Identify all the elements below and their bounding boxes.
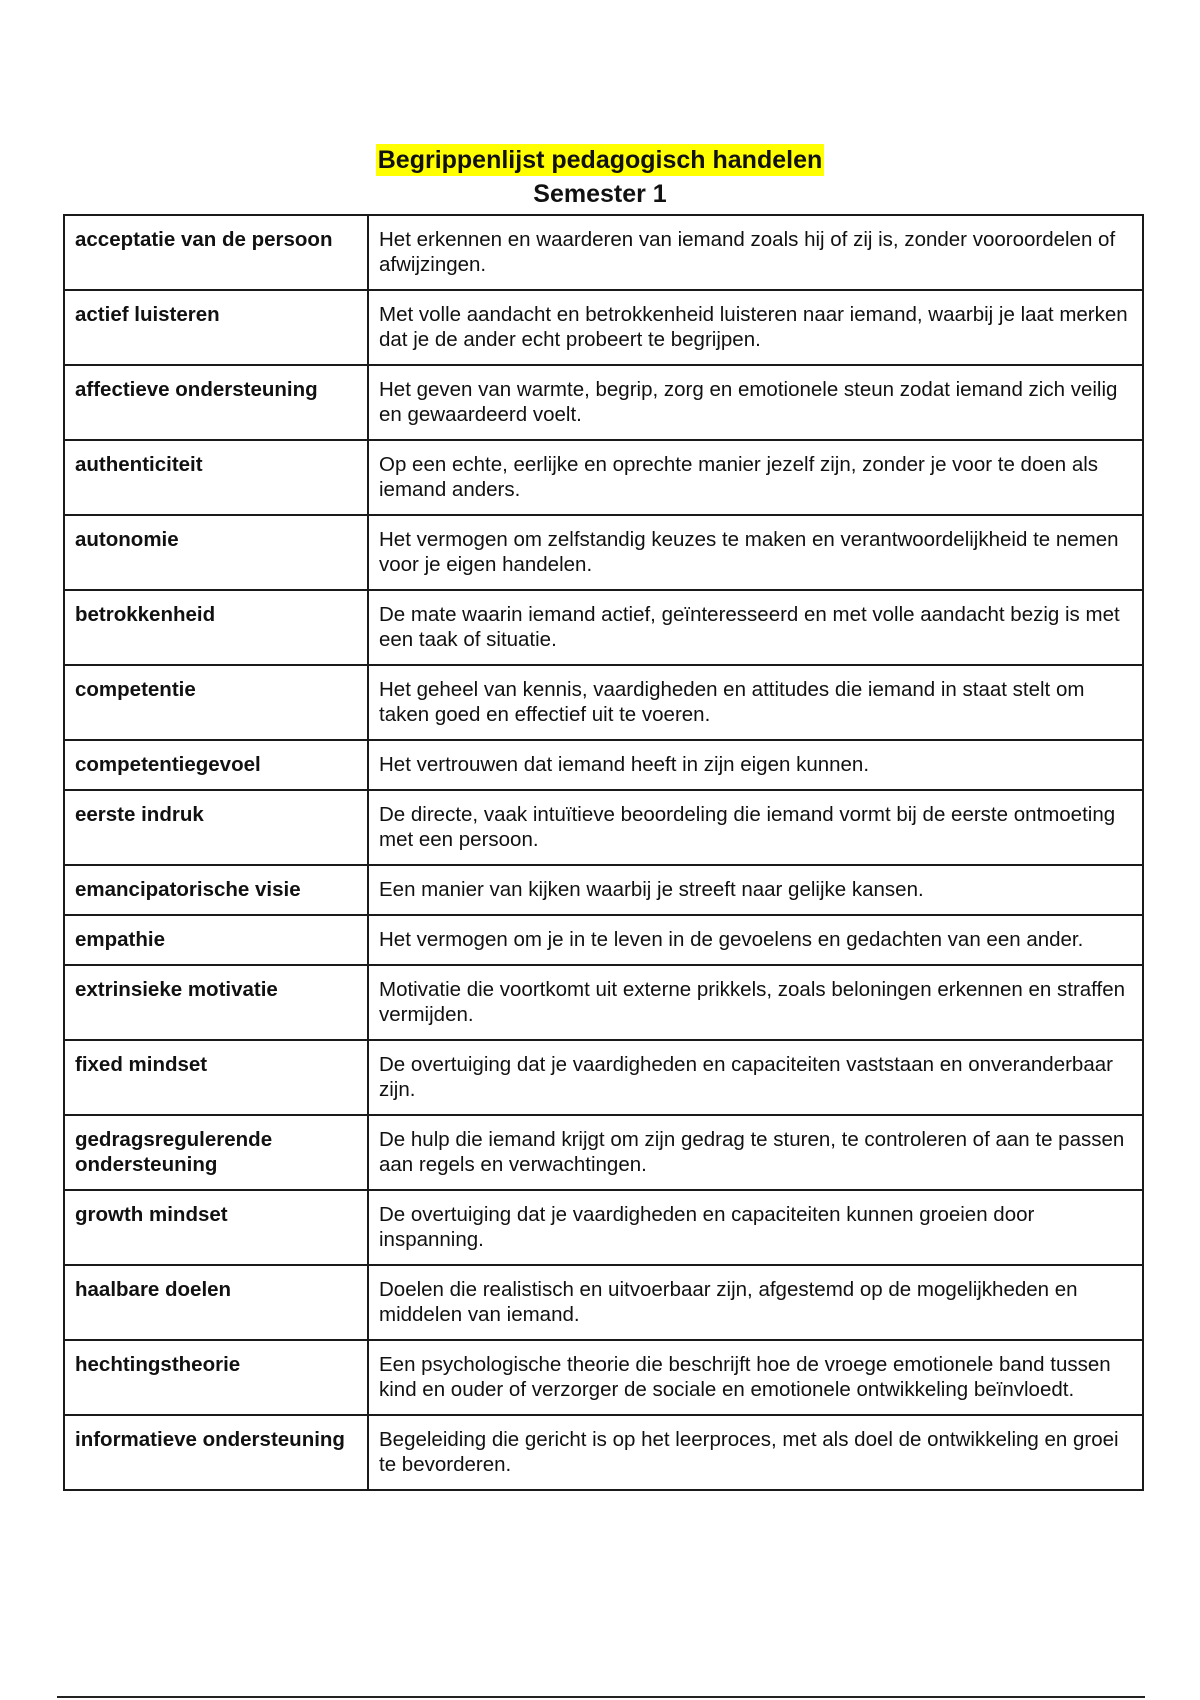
table-row [64, 215, 1143, 290]
definition-cell: Het erkennen en waarderen van iemand zoals hij of zij is, zonder vooroordelen of afwijzingen. [368, 215, 1143, 290]
term-cell: authenticiteit [64, 440, 368, 515]
table-row [64, 515, 1143, 590]
definition-cell: De overtuiging dat je vaardigheden en capaciteiten vaststaan en onveranderbaar zijn. [368, 1040, 1143, 1115]
definition-cell: Doelen die realistisch en uitvoerbaar zijn, afgestemd op de mogelijkheden en middelen van iemand. [368, 1265, 1143, 1340]
table-row [64, 790, 1143, 865]
term-cell: empathie [64, 915, 368, 965]
table-row [64, 915, 1143, 965]
definition-cell: Het geven van warmte, begrip, zorg en emotionele steun zodat iemand zich veilig en gewaardeerd voelt. [368, 365, 1143, 440]
term-cell: betrokkenheid [64, 590, 368, 665]
table-row [64, 440, 1143, 515]
table-row [64, 1115, 1143, 1190]
definition-cell: Een psychologische theorie die beschrijft hoe de vroege emotionele band tussen kind en ouder of verzorger de sociale en emotionele ontwikkeling beïnvloedt. [368, 1340, 1143, 1415]
table-row [64, 740, 1143, 790]
definition-cell: Het vertrouwen dat iemand heeft in zijn eigen kunnen. [368, 740, 1143, 790]
term-cell: extrinsieke motivatie [64, 965, 368, 1040]
definition-cell: De directe, vaak intuïtieve beoordeling die iemand vormt bij de eerste ontmoeting met een persoon. [368, 790, 1143, 865]
glossary-table-body [64, 215, 1143, 1490]
table-row [64, 1340, 1143, 1415]
term-cell: competentie [64, 665, 368, 740]
table-row [64, 290, 1143, 365]
term-cell: hechtingstheorie [64, 1340, 368, 1415]
term-cell: autonomie [64, 515, 368, 590]
table-row [64, 865, 1143, 915]
term-cell: gedragsregulerende ondersteuning [64, 1115, 368, 1190]
table-row [64, 665, 1143, 740]
term-cell: acceptatie van de persoon [64, 215, 368, 290]
page-title: Begrippenlijst pedagogisch handelen [377, 146, 823, 174]
table-row [64, 1265, 1143, 1340]
term-cell: fixed mindset [64, 1040, 368, 1115]
definition-cell: Begeleiding die gericht is op het leerproces, met als doel de ontwikkeling en groei te bevorderen. [368, 1415, 1143, 1490]
page-subtitle: Semester 1 [533, 180, 667, 208]
definition-cell: Op een echte, eerlijke en oprechte manier jezelf zijn, zonder je voor te doen als iemand anders. [368, 440, 1143, 515]
term-cell: affectieve ondersteuning [64, 365, 368, 440]
definition-cell: Met volle aandacht en betrokkenheid luisteren naar iemand, waarbij je laat merken dat je de ander echt probeert te begrijpen. [368, 290, 1143, 365]
definition-cell: De overtuiging dat je vaardigheden en capaciteiten kunnen groeien door inspanning. [368, 1190, 1143, 1265]
definition-cell: De mate waarin iemand actief, geïnteresseerd en met volle aandacht bezig is met een taak of situatie. [368, 590, 1143, 665]
table-row [64, 590, 1143, 665]
definition-cell: Een manier van kijken waarbij je streeft naar gelijke kansen. [368, 865, 1143, 915]
definition-cell: Het vermogen om je in te leven in de gevoelens en gedachten van een ander. [368, 915, 1143, 965]
definition-cell: Het geheel van kennis, vaardigheden en attitudes die iemand in staat stelt om taken goed en effectief uit te voeren. [368, 665, 1143, 740]
term-cell: informatieve ondersteuning [64, 1415, 368, 1490]
table-row [64, 1040, 1143, 1115]
definition-cell: De hulp die iemand krijgt om zijn gedrag te sturen, te controleren of aan te passen aan regels en verwachtingen. [368, 1115, 1143, 1190]
table-row [64, 1190, 1143, 1265]
table-row [64, 365, 1143, 440]
definition-cell: Het vermogen om zelfstandig keuzes te maken en verantwoordelijkheid te nemen voor je eigen handelen. [368, 515, 1143, 590]
page-header [0, 144, 1200, 210]
definition-cell: Motivatie die voortkomt uit externe prikkels, zoals beloningen erkennen en straffen vermijden. [368, 965, 1143, 1040]
table-row [64, 1415, 1143, 1490]
table-row [64, 965, 1143, 1040]
term-cell: growth mindset [64, 1190, 368, 1265]
term-cell: haalbare doelen [64, 1265, 368, 1340]
term-cell: emancipatorische visie [64, 865, 368, 915]
glossary-table [63, 214, 1144, 1491]
term-cell: eerste indruk [64, 790, 368, 865]
footer-divider [57, 1696, 1145, 1698]
term-cell: competentiegevoel [64, 740, 368, 790]
term-cell: actief luisteren [64, 290, 368, 365]
